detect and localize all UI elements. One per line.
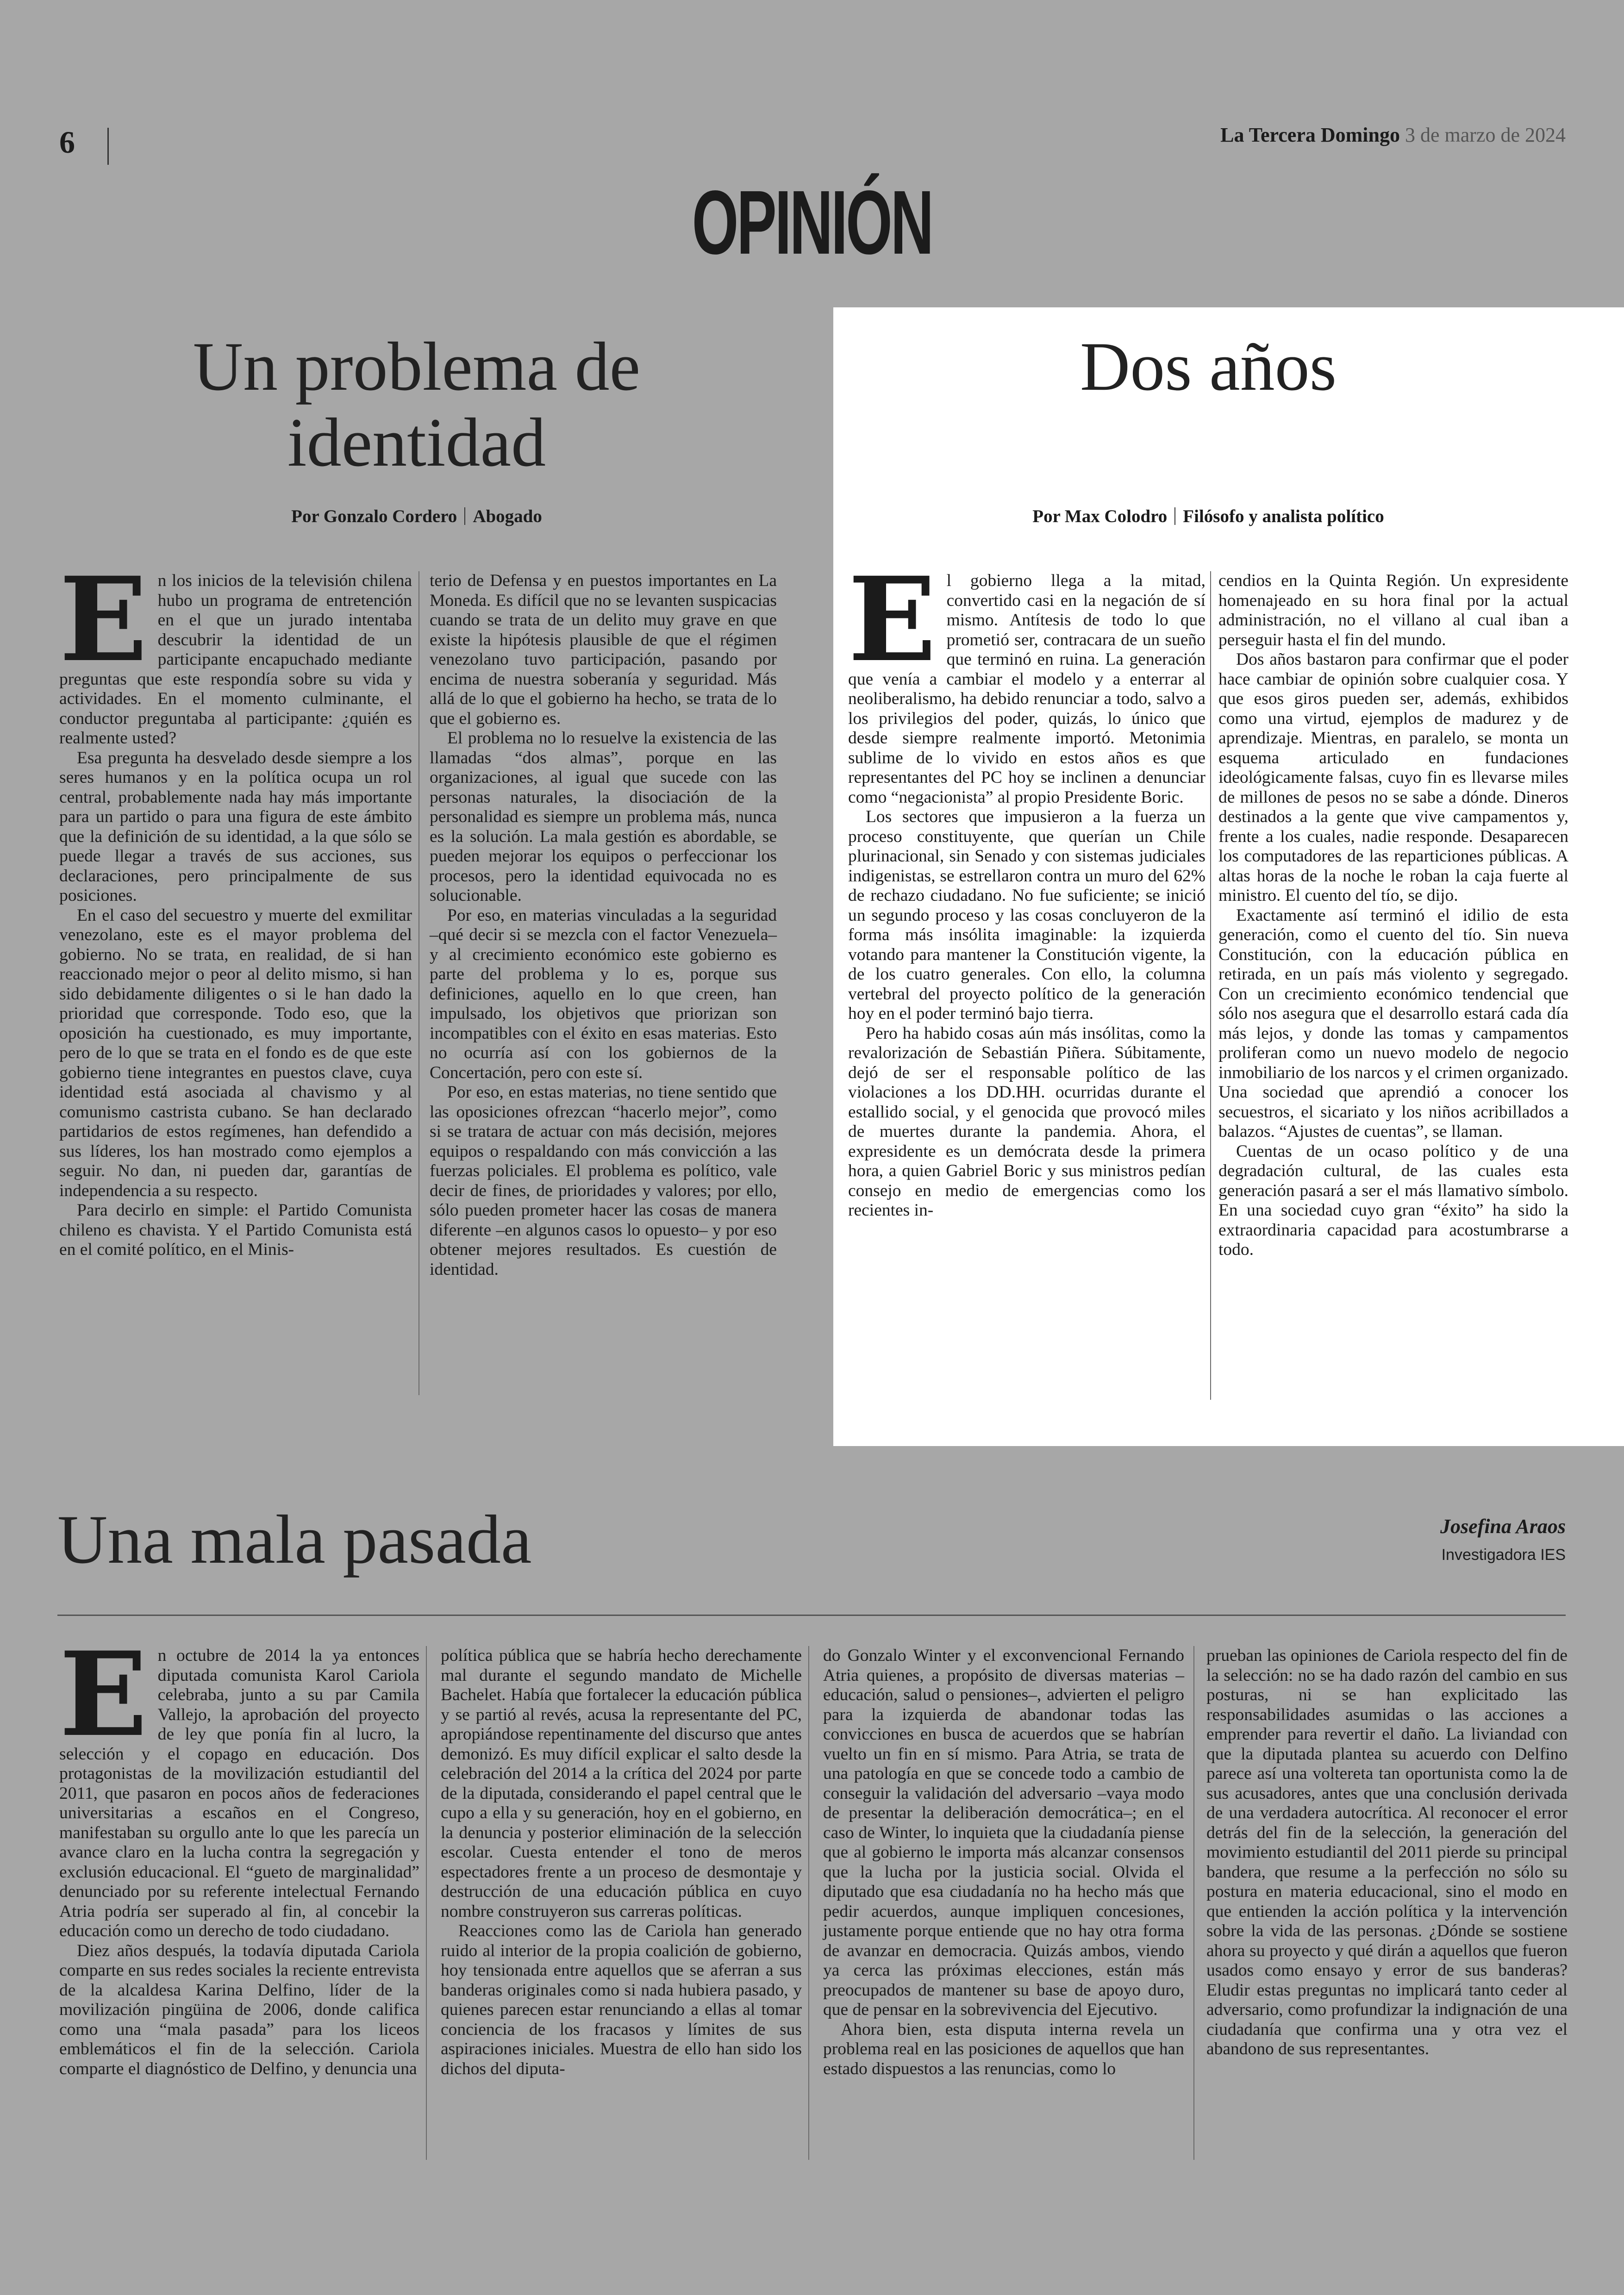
column-rule — [1210, 571, 1211, 1400]
article3-dropcap: E — [59, 1626, 148, 1762]
article1-paragraph: El problema no lo resuelve la existencia de las llamadas “dos almas”, porque en las organizaciones, al igual que sucede con las personas naturales, la disociación de la personalidad es siempre un problema más, nunca es la solución. La mala gestión es abordable, se pueden mejorar los equipos o perfeccionar los procesos, pero la identidad equivocada no es solucionable. — [430, 729, 777, 905]
article3-column-2 — [441, 1646, 802, 2079]
column-rule — [1193, 1646, 1194, 2160]
article3-paragraph: prueban las opiniones de Cariola respecto del fin de la selección: no se ha dado razón del cambio en sus posturas, ni se han explicitado las responsabilidades asumidas o las acciones a emprender para revertir el daño. La liviandad con que la diputada plantea su acuerdo con Delfino parece así una voltereta tan oportunista como la de sus acusadores, antes que una conclusión derivada de una verdadera autocrítica. Al reconocer el error detrás del fin de la selección, la generación del movimiento estudiantil del 2011 pierde su principal bandera, que resume a la perfección no sólo su postura en materia educacional, sino el modo en que entienden la acción política y la intervención sobre la vida de las personas. ¿Dónde se sostiene ahora su proyecto y qué dirán a aquellos que fueron usados como ensayo y error de sus banderas? Eludir estas preguntas no implicará tanto ceder al adversario, como profundizar la indignación de una ciudadanía que confirma una y otra vez el abandono de sus representantes. — [1206, 1646, 1568, 2058]
masthead — [1220, 123, 1566, 147]
article3-paragraph: Reacciones como las de Cariola han generado ruido al interior de la propia coalición de gobierno, hoy tensionada entre aquellos que se aferran a sus banderas originales como si nada hubiera pasado, y quienes parecen estar renunciando a ellas al tomar conciencia de los fracasos y límites de sus aspiraciones iniciales. Muestra de ello han sido los dichos del diputa- — [441, 1921, 802, 2078]
article1-paragraph: En el caso del secuestro y muerte del exmilitar venezolano, este es el mayor problema del gobierno. No se trata, en realidad, de si han reaccionado mejor o peor al delito mismo, si han sido debidamente diligentes o si le han dado la prioridad que corresponde. Todo eso, que la oposición ha cuestionado, es muy importante, pero de lo que se trata en el fondo es de que este gobierno tiene integrantes en puestos clave, cuya identidad está asociada al chavismo y al comunismo castrista cubano. Se han declarado partidarios de estos regímenes, han defendido a sus líderes, los han mostrado como ejemplos a seguir. No dan, ni pueden dar, garantías de independencia a su respecto. — [59, 905, 412, 1200]
article1-paragraph: n los inicios de la televisión chilena hubo un programa de entretención en el que un jurado intentaba descubrir la identidad de un participante encapuchado mediante preguntas que este respondía sobre su vida y actividades. En el momento culminante, el conductor preguntaba al participante: ¿quién es realmente usted? — [59, 571, 412, 748]
article1-paragraph: terio de Defensa y en puestos importantes en La Moneda. Es difícil que no se levanten suspicacias cuando se trata de un delito muy grave en que existe la hipótesis plausible de que el régimen venezolano tuvo participación, pasando por encima de nuestra soberanía y seguridad. Más allá de lo que el gobierno ha hecho, se trata de lo que el gobierno es. — [430, 571, 777, 728]
publication-date: 3 de marzo de 2024 — [1405, 124, 1566, 146]
column-rule — [426, 1646, 427, 2160]
column-rule — [808, 1646, 809, 2160]
article1-dropcap: E — [59, 551, 148, 687]
page-number: 6 — [59, 125, 75, 160]
article2-author: Por Max Colodro — [1032, 506, 1168, 526]
article3-title: Una mala pasada — [57, 1501, 532, 1578]
article2-role: Filósofo y analista político — [1183, 506, 1384, 526]
article2-title: Dos años — [1080, 328, 1337, 405]
article2-paragraph: cendios en la Quinta Región. Un expresidente homenajeado en su hora final por la actual administración, no el villano al cual iban a perseguir hasta el fin del mundo. — [1218, 571, 1568, 649]
header-divider — [107, 128, 109, 165]
article1-role: Abogado — [473, 506, 542, 526]
section-title: OPINIÓN — [692, 172, 932, 273]
article2-paragraph: Los sectores que impusieron a la fuerza un proceso constituyente, que querían un Chile plurinacional, sin Senado y con sistemas judiciales indigenistas, se estrellaron contra un muro del 62% de rechazo ciudadano. No fue suficiente; se inició un segundo proceso y las cosas concluyeron de la forma más insólita imaginable: la izquierda votando para mantener la Constitución vigente, la de los cuatro generales. Con ello, la columna vertebral del proyecto político de la generación hoy en el poder terminó bajo tierra. — [848, 807, 1206, 1023]
article2-paragraph: Pero ha habido cosas aún más insólitas, como la revalorización de Sebastián Piñera. Súbitamente, dejó de ser el responsable político de las violaciones a los DD.HH. ocurridas durante el estallido social, y el genocida que provocó miles de muertes durante la pandemia. Ahora, el expresidente es un demócrata desde la primera hora, a quien Gabriel Boric y sus ministros pedían consejo en medio de emergencias como los recientes in- — [848, 1023, 1206, 1220]
article2-paragraph: Cuentas de un ocaso político y de una degradación cultural, de las cuales esta generación pasará a ser el más llamativo símbolo. En una sociedad cuyo gran “éxito” ha sido la extraordinaria capacidad para acostumbrarse a todo. — [1218, 1141, 1568, 1259]
article1-title-line1: Un problema de — [193, 328, 641, 405]
article1-byline — [60, 506, 773, 527]
article1-paragraph: Por eso, en materias vinculadas a la seguridad –qué decir si se mezcla con el factor Venezuela– y al crecimiento económico este gobierno es parte del problema y lo es, porque sus definiciones, aquello en lo que creen, han impulsado, los objetivos que priorizan son incompatibles con el éxito en esas materias. Esto no ocurría así con los gobiernos de la Concertación, pero con este sí. — [430, 905, 777, 1082]
publication-name: La Tercera Domingo — [1220, 124, 1400, 146]
article3-top-rule — [57, 1615, 1566, 1616]
article3-column-1 — [59, 1626, 419, 2079]
article1-author: Por Gonzalo Cordero — [291, 506, 457, 526]
article1-column-2 — [430, 571, 777, 1279]
article3-role: Investigadora IES — [1441, 1546, 1566, 1564]
byline-separator — [464, 507, 465, 525]
article2-column-1 — [848, 551, 1206, 1221]
article3-author: Josefina Araos — [1440, 1515, 1566, 1538]
article3-paragraph: política pública que se habría hecho derechamente mal durante el segundo mandato de Michelle Bachelet. Había que fortalecer la educación pública y se partió al revés, acusa la representante del PC, apropiándose repentinamente del discurso que antes demonizó. Es muy difícil explicar el salto desde la celebración del 2014 a la crítica del 2024 por parte de la diputada, considerando el papel central que le cupo a ella y su generación, hoy en el gobierno, en la denuncia y posterior eliminación de la selección escolar. Cuesta entender el tono de meros espectadores frente a un proceso de desmontaje y destrucción de una educación pública en cuyo nombre construyeron sus carreras políticas. — [441, 1646, 802, 1921]
article1-title-line2: identidad — [287, 404, 546, 481]
article2-paragraph: Dos años bastaron para confirmar que el poder hace cambiar de opinión sobre cualquier cosa. Y que esos giros pueden ser, además, exhibidos como una virtud, ejemplos de madurez y de aprendizaje. Mientras, en paralelo, se monta un esquema articulado en fundaciones ideológicamente falsas, cuyo fin es llevarse miles de millones de pesos no se sabe a dónde. Dineros destinados a la gente que vive campamentos y, frente a los cuales, nadie responde. Desaparecen los computadores de las reparticiones públicas. A altas horas de la noche le roban la caja fuerte al ministro. El cuento del tío, se dijo. — [1218, 650, 1568, 905]
article2-paragraph: l gobierno llega a la mitad, convertido casi en la negación de sí mismo. Antítesis de todo lo que prometió ser, contracara de un sueño que terminó en ruina. La generación que venía a cambiar el modelo y a enterrar al neoliberalismo, ha debido renunciar a todo, salvo a los privilegios del poder, quizás, lo único que desde siempre realmente importó. Metonimia sublime de lo vivido en estos años es que representantes del PC hoy se inclinen a denunciar como “negacionista” al propio Presidente Boric. — [848, 571, 1206, 807]
article2-paragraph: Exactamente así terminó el idilio de esta generación, como el cuento del tío. Sin nueva Constitución, con la educación pública en retirada, en un país más violento y segregado. Con un crecimiento económico tendencial que sólo nos asegura que el desarrollo estará cada día más lejos, y donde las tomas y campamentos proliferan como un nuevo modelo de negocio inmobiliario de los narcos y el crimen organizado. Una sociedad que aprendió a conocer los secuestros, el sicariato y los niños acribillados a balazos. “Ajustes de cuentas”, se llaman. — [1218, 905, 1568, 1141]
article2-column-2 — [1218, 571, 1568, 1260]
article3-paragraph: n octubre de 2014 la ya entonces diputada comunista Karol Cariola celebraba, junto a su par Camila Vallejo, la aprobación del proyecto de ley que ponía fin al lucro, la selección y el copago en educación. Dos protagonistas de la movilización estudiantil del 2011, que pasaron en pocos años de federaciones universitarias a escaños en el Congreso, manifestaban su orgullo ante lo que les parecía un avance claro en la lucha contra la segregación y exclusión educacional. El “gueto de marginalidad” denunciado por su referente intelectual Fernando Atria podría ser superado al fin, al concebir la educación como un derecho de todo ciudadano. — [59, 1646, 419, 1940]
article3-column-3 — [823, 1646, 1184, 2079]
article1-title — [60, 329, 773, 480]
article1-paragraph: Esa pregunta ha desvelado desde siempre a los seres humanos y en la política ocupa un rol central, probablemente nada hay más importante para un partido o para una figura de este ámbito que la definición de su identidad, a la que sólo se puede llegar a través de sus acciones, sus declaraciones, pero principalmente de sus posiciones. — [59, 748, 412, 905]
article2-dropcap: E — [848, 551, 937, 687]
article3-paragraph: Diez años después, la todavía diputada Cariola comparte en sus redes sociales la reciente entrevista de la alcaldesa Karina Delfino, líder de la movilización pingüina de 2006, donde califica como una “mala pasada” para los liceos emblemáticos el fin de la selección. Cariola comparte el diagnóstico de Delfino, y denuncia una — [59, 1941, 419, 2078]
byline-separator — [1174, 507, 1175, 525]
article1-paragraph: Para decirlo en simple: el Partido Comunista chileno es chavista. Y el Partido Comunista está en el comité político, en el Minis- — [59, 1201, 412, 1259]
article1-column-1 — [59, 551, 412, 1260]
article3-paragraph: Ahora bien, esta disputa interna revela un problema real en las posiciones de aquellos que han estado dispuestos a las renuncias, como lo — [823, 2020, 1184, 2078]
article1-paragraph: Por eso, en estas materias, no tiene sentido que las oposiciones ofrezcan “hacerlo mejor”, como si se tratara de actuar con más decisión, mejores equipos o respaldando con más convicción a las fuerzas policiales. El problema es político, vale decir de fines, de prioridades y valores; por ello, sólo pueden prometer hacer las cosas de manera diferente –en algunos casos lo opuesto– y por eso obtener mejores resultados. Es cuestión de identidad. — [430, 1083, 777, 1279]
article3-column-4 — [1206, 1646, 1568, 2059]
column-rule — [418, 571, 419, 1395]
article3-paragraph: do Gonzalo Winter y el exconvencional Fernando Atria quienes, a propósito de diversas materias –educación, salud o pensiones–, advierten el peligro para la izquierda de abandonar todas las convicciones en busca de acuerdos que se habrían vuelto un fin en sí mismo. Para Atria, se trata de una patología en que se concede todo a cambio de conseguir la validación del adversario –vaya modo de presentar la deliberación democrática–; en el caso de Winter, lo inquieta que la ciudadanía piense que al gobierno le importa más alcanzar consensos que la lucha por la justicia social. Olvida el diputado que esa ciudadanía no ha hecho más que pedir acuerdos, aunque impliquen concesiones, justamente porque entiende que no hay otra forma de avanzar en democracia. Quizás ambos, viendo ya cerca las próximas elecciones, están más preocupados de mantener su base de apoyo duro, que de pensar en la sobrevivencia del Ejecutivo. — [823, 1646, 1184, 2019]
article2-byline — [833, 506, 1583, 527]
